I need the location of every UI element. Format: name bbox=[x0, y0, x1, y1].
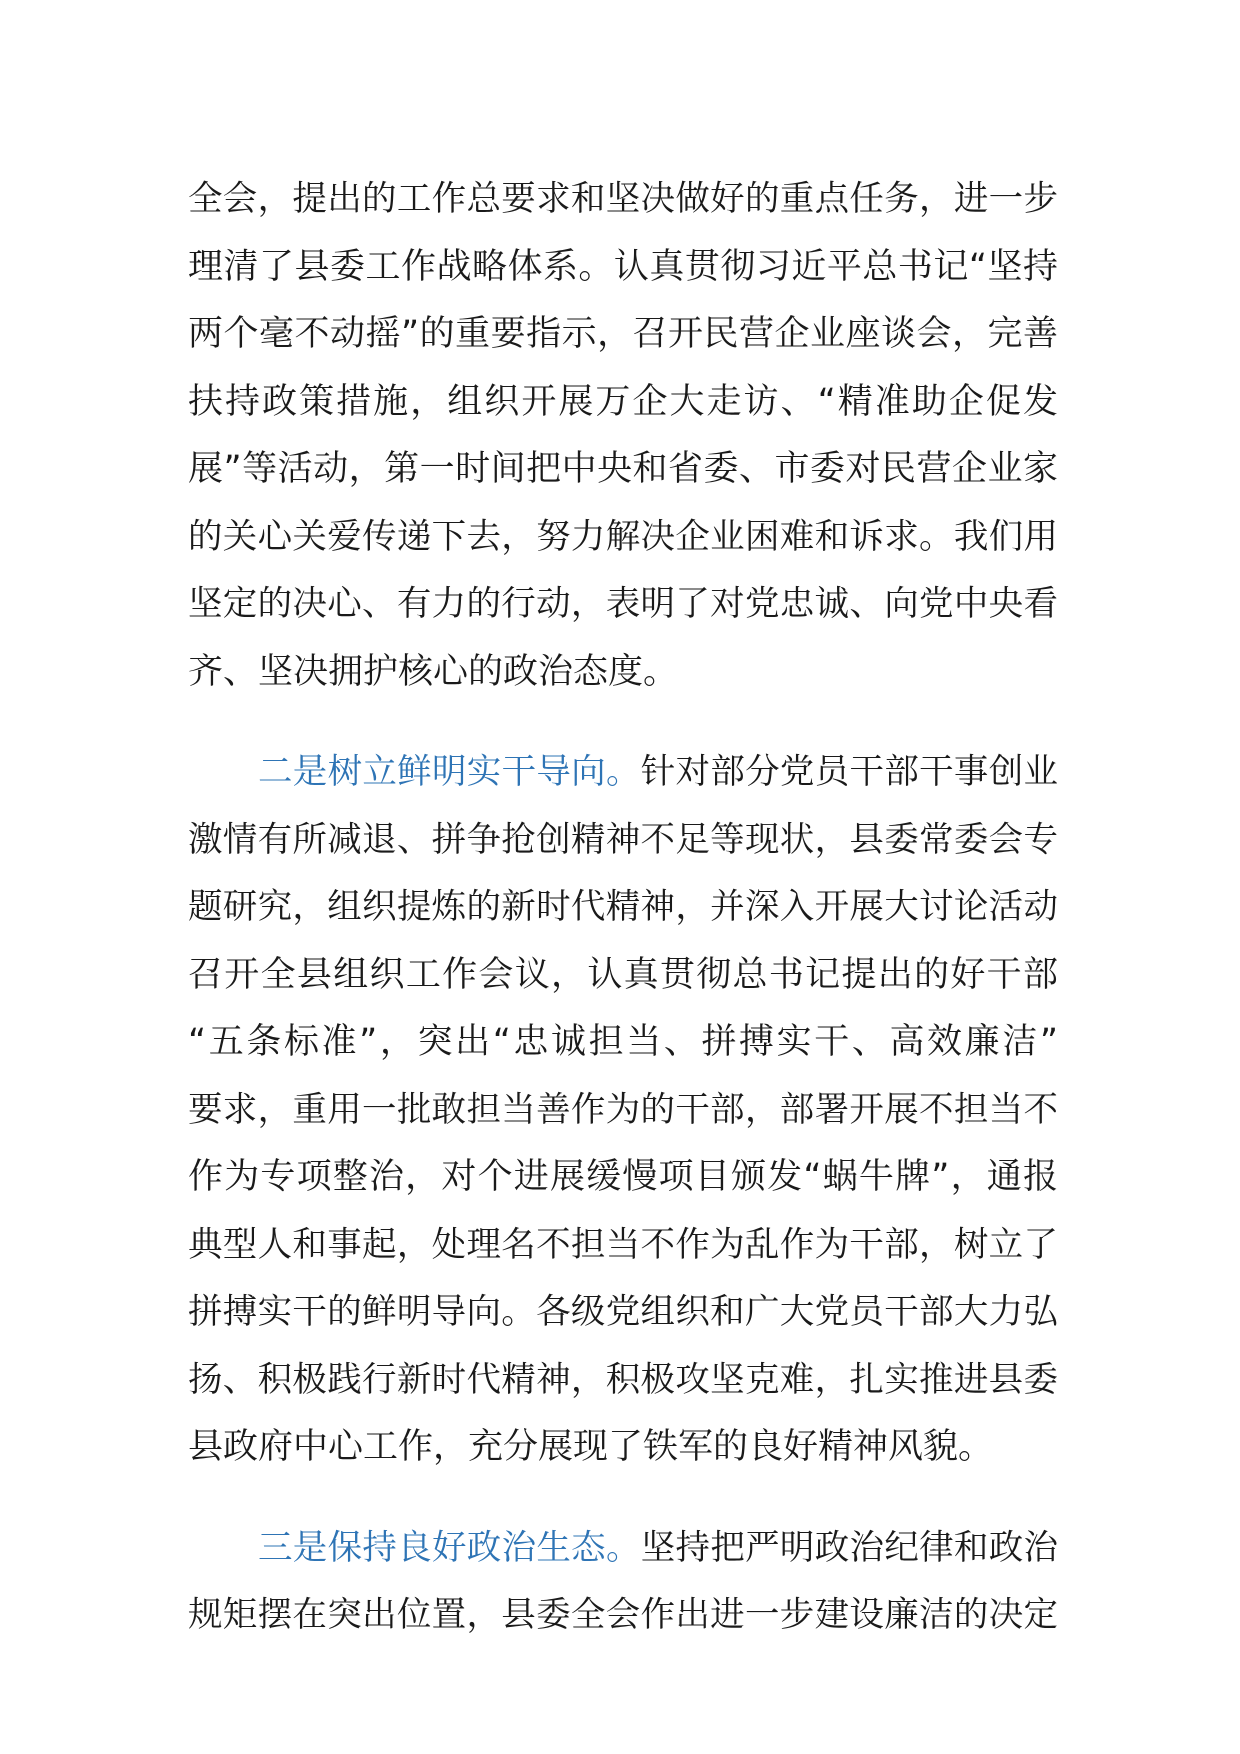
paragraph-line: 理清了县委工作战略体系。认真贯彻习近平总书记“坚持 bbox=[188, 246, 1058, 287]
paragraph-heading: 二是树立鲜明实干导向。 bbox=[258, 752, 641, 792]
paragraph-3 bbox=[188, 1515, 1058, 1650]
paragraph-1 bbox=[188, 166, 1058, 706]
paragraph-line: 的关心关爱传递下去，努力解决企业困难和诉求。我们用 bbox=[188, 516, 1058, 557]
paragraph-line: 扬、积极践行新时代精神，积极攻坚克难，扎实推进县委 bbox=[188, 1359, 1058, 1400]
paragraph-line: 两个毫不动摇”的重要指示，召开民营企业座谈会，完善 bbox=[188, 314, 1058, 354]
paragraph-line: “五条标准”，突出“忠诚担当、拼搏实干、高效廉洁” bbox=[188, 1022, 1058, 1062]
paragraph-line: 典型人和事起，处理名不担当不作为乱作为干部，树立了 bbox=[188, 1224, 1058, 1265]
paragraph-line: 坚定的决心、有力的行动，表明了对党忠诚、向党中央看 bbox=[188, 584, 1058, 624]
paragraph-line: 拼搏实干的鲜明导向。各级党组织和广大党员干部大力弘 bbox=[188, 1292, 1058, 1332]
paragraph-line: 县政府中心工作，充分展现了铁军的良好精神风貌。 bbox=[188, 1427, 994, 1467]
paragraph-line: 题研究，组织提炼的新时代精神，并深入开展大讨论活动 bbox=[188, 887, 1058, 927]
paragraph-heading: 三是保持良好政治生态。 bbox=[258, 1527, 641, 1568]
paragraph-line: 展”等活动，第一时间把中央和省委、市委对民营企业家 bbox=[188, 449, 1058, 489]
paragraph-line: 召开全县组织工作会议，认真贯彻总书记提出的好干部 bbox=[188, 954, 1058, 995]
paragraph-first-line bbox=[188, 739, 1058, 807]
paragraph-2 bbox=[188, 739, 1058, 1482]
paragraph-spacer bbox=[188, 1482, 1058, 1515]
paragraph-spacer bbox=[188, 706, 1058, 739]
paragraph-line: 激情有所减退、拼争抢创精神不足等现状，县委常委会专 bbox=[188, 819, 1058, 860]
paragraph-line: 作为专项整治，对个进展缓慢项目颁发“蜗牛牌”，通报 bbox=[188, 1157, 1058, 1197]
paragraph-first-line-text: 坚持把严明政治纪律和政治 bbox=[640, 1527, 1058, 1568]
paragraph-line: 要求，重用一批敢担当善作为的干部，部署开展不担当不 bbox=[188, 1089, 1058, 1130]
document-body bbox=[188, 166, 1058, 1650]
paragraph-line: 扶持政策措施，组织开展万企大走访、“精准助企促发 bbox=[188, 381, 1058, 422]
paragraph-line: 全会，提出的工作总要求和坚决做好的重点任务，进一步 bbox=[188, 179, 1058, 219]
paragraph-first-line-text: 针对部分党员干部干事创业 bbox=[640, 752, 1058, 792]
paragraph-line: 齐、坚决拥护核心的政治态度。 bbox=[188, 651, 679, 692]
paragraph-first-line bbox=[188, 1515, 1058, 1583]
paragraph-line: 规矩摆在突出位置，县委全会作出进一步建设廉洁的决定 bbox=[188, 1595, 1058, 1635]
